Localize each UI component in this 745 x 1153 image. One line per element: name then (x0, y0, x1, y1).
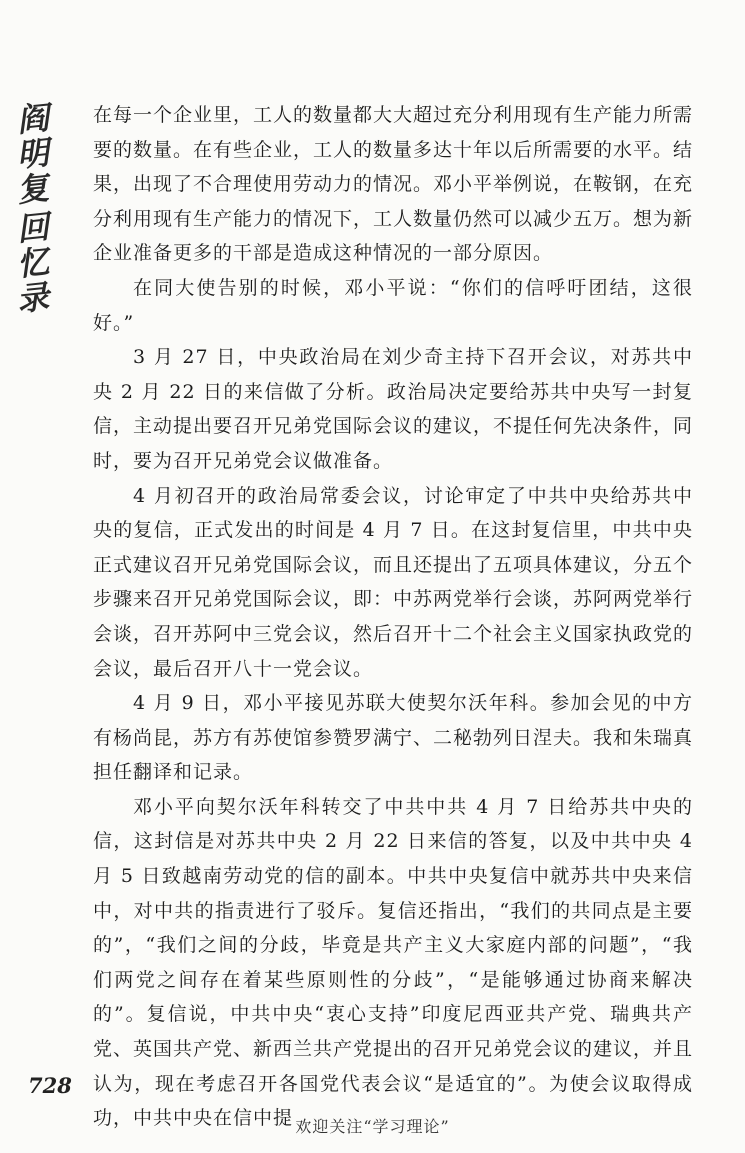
footer-caption: 欢迎关注“学习理论” (295, 1117, 450, 1136)
title-char: 回 (15, 207, 51, 249)
title-char: 忆 (15, 242, 51, 284)
paragraph: 4 月初召开的政治局常委会议，讨论审定了中共中央给苏共中央的复信，正式发出的时间是 4 月 7 日。在这封复信里，中共中央正式建议召开兄弟党国际会议，而且还提出了五项具体建议，分五个步骤来召开兄弟党国际会议，即：中苏两党举行会谈，苏阿两党举行会谈，召开苏阿中三党会议，然后召开十二个社会主义国家执政党的会议，最后召开八十一党会议。 (93, 484, 694, 680)
paragraph: 邓小平向契尔沃年科转交了中共中共 4 月 7 日给苏共中央的信，这封信是对苏共中央 2 月 22 日来信的答复，以及中共中央 4 月 5 日致越南劳动党的信的副本。中共中央复信中就苏共中央来信中，对中共的指责进行了驳斥。复信还指出，“我们的共同点是主要的”，“我们之间的分歧，毕竟是共产主义大家庭内部的问题”，“我们两党之间存在着某些原则性的分歧”，“是能够通过协商来解决的”。复信说，中共中央“衷心支持”印度尼西亚共产党、瑞典共产党、英国共产党、新西兰共产党提出的召开兄弟党会议的建议，并且认为，现在考虑召开各国党代表会议“是适宜的”。为使会议取得成功，中共中央在信中提 (93, 795, 694, 1130)
title-char: 阎 (15, 98, 51, 140)
paragraph: 4 月 9 日，邓小平接见苏联大使契尔沃年科。参加会见的中方有杨尚昆，苏方有苏使馆参赞罗满宁、二秘勃列日涅夫。我和朱瑞真担任翻译和记录。 (93, 692, 694, 784)
paragraph: 3 月 27 日，中央政治局在刘少奇主持下召开会议，对苏共中央 2 月 22 日的来信做了分析。政治局决定要给苏共中央写一封复信，主动提出要召开兄弟党国际会议的建议，不提任何先决条件，同时，要为召开兄弟党会议做准备。 (93, 346, 694, 472)
paragraph: 在同大使告别的时候，邓小平说：“你们的信呼吁团结，这很好。” (93, 276, 693, 334)
paragraph: 在每一个企业里，工人的数量都大大超过充分利用现有生产能力所需要的数量。在有些企业，工人的数量多达十年以后所需要的水平。结果，出现了不合理使用劳动力的情况。邓小平举例说，在鞍钢，在充分利用现有生产能力的情况下，工人数量仍然可以减少五万。想为新企业准备更多的干部是造成这种情况的一部分原因。 (93, 104, 694, 265)
page-number: 728 (28, 1073, 72, 1098)
title-char: 复 (15, 168, 51, 210)
book-title-vertical (10, 98, 56, 319)
page-body (93, 98, 693, 1136)
title-char: 录 (15, 277, 51, 319)
title-char: 明 (15, 133, 51, 175)
